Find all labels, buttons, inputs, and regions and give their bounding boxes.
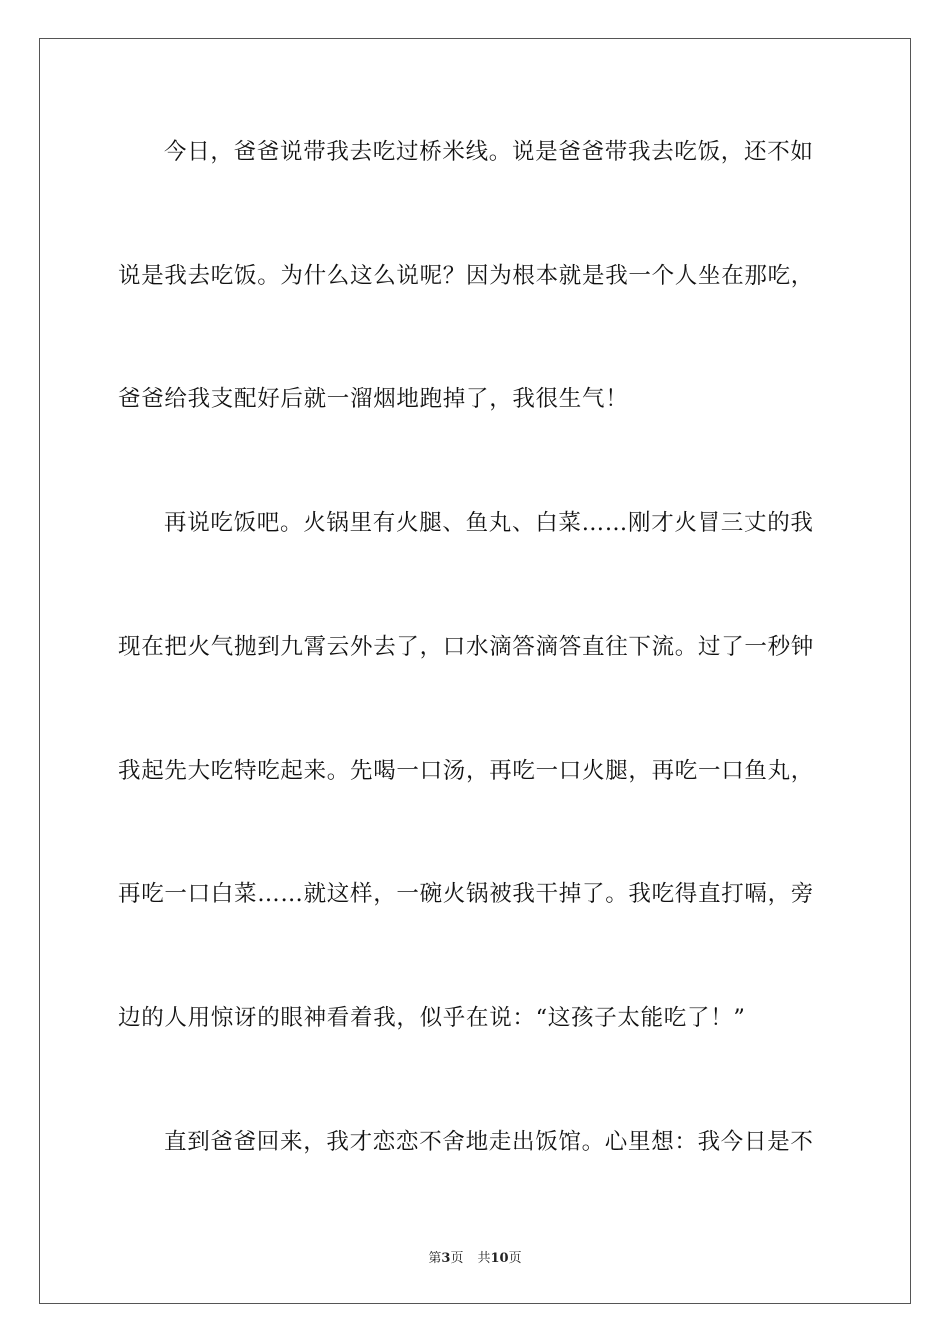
paragraph-line: 现在把火气抛到九霄云外去了，口水滴答滴答直往下流。过了一秒钟 [118, 634, 815, 660]
page-footer [0, 1247, 950, 1266]
paragraph-line: 再说吃饭吧。火锅里有火腿、鱼丸、白菜……刚才火冒三丈的我 [164, 510, 814, 536]
paragraph-line: 直到爸爸回来，我才恋恋不舍地走出饭馆。心里想：我今日是不 [164, 1129, 814, 1155]
page-number: 3 [441, 1251, 451, 1266]
paragraph-line: 爸爸给我支配好后就一溜烟地跑掉了，我很生气！ [118, 386, 629, 412]
paragraph-line: 再吃一口白菜……就这样，一碗火锅被我干掉了。我吃得直打嗝，旁 [118, 881, 815, 907]
paragraph-line: 今日，爸爸说带我去吃过桥米线。说是爸爸带我去吃饭，还不如 [164, 139, 814, 165]
total-pages: 10 [490, 1251, 509, 1266]
page-border [39, 38, 911, 1304]
total-prefix: 共 [477, 1251, 491, 1266]
paragraph-line: 边的人用惊讶的眼神看着我，似乎在说：“这孩子太能吃了！” [118, 1005, 746, 1031]
paragraph-line: 我起先大吃特吃起来。先喝一口汤，再吃一口火腿，再吃一口鱼丸， [118, 758, 815, 784]
paragraph-line: 说是我去吃饭。为什么这么说呢？因为根本就是我一个人坐在那吃， [118, 263, 815, 289]
total-suffix: 页 [508, 1251, 522, 1266]
page-suffix: 页 [450, 1251, 464, 1266]
page-prefix: 第 [428, 1251, 442, 1266]
